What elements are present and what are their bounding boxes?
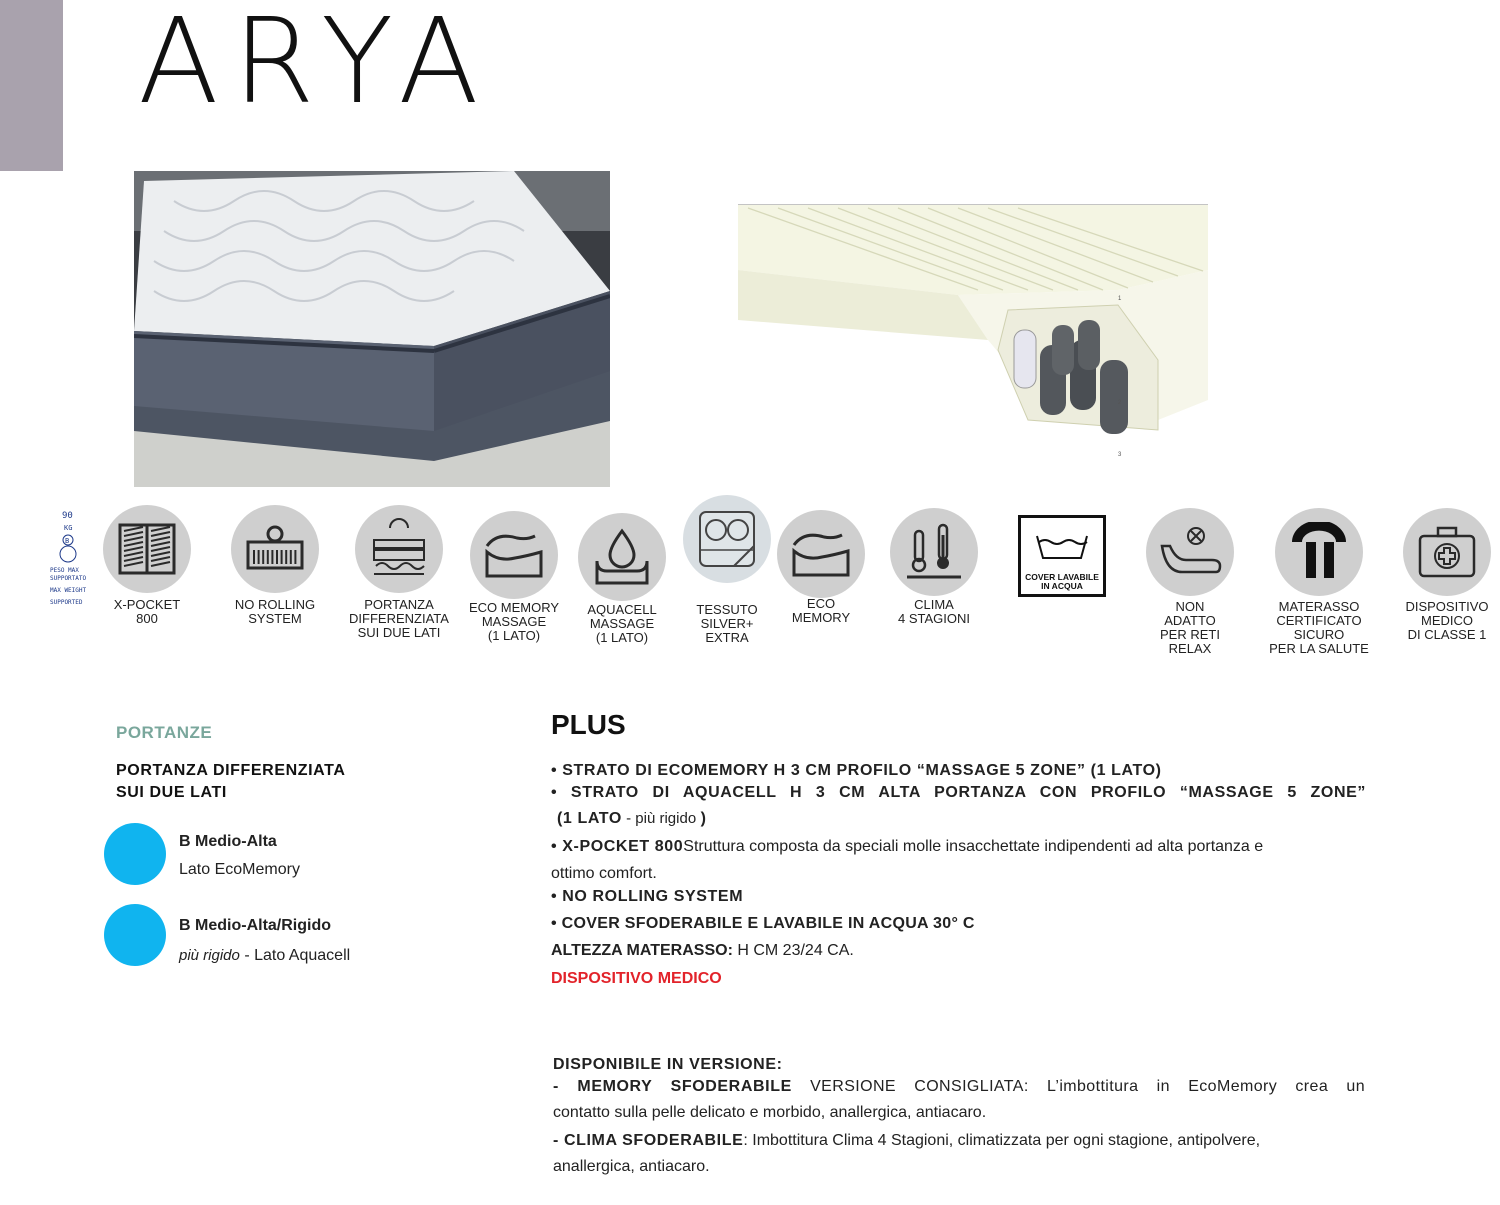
feature-badge-label: PORTANZA DIFFERENZIATA SUI DUE LATI <box>349 597 449 640</box>
certified-icon <box>1275 508 1363 596</box>
no-relax-icon <box>1146 508 1234 596</box>
versions-heading: DISPONIBILE IN VERSIONE: <box>553 1056 783 1073</box>
svg-text:B: B <box>65 537 70 545</box>
svg-text:PESO MAX: PESO MAX <box>50 567 79 574</box>
feature-badge-label: MATERASSO CERTIFICATO SICURO PER LA SALUTE <box>1269 599 1369 656</box>
feature-badge-label: DISPOSITIVO MEDICO DI CLASSE 1 <box>1405 599 1489 642</box>
hand-memory-icon <box>777 510 865 598</box>
feature-badge-label: NO ROLLING SYSTEM <box>234 597 316 626</box>
feature-badge-label: X-POCKET 800 <box>113 597 181 626</box>
feature-badge-label: AQUACELL MASSAGE (1 LATO) <box>587 602 657 645</box>
feature-badge <box>335 505 463 640</box>
feature-badge-label: NON ADATTO PER RETI RELAX <box>1160 599 1220 656</box>
portanze-subtitle: PORTANZA DIFFERENZIATA SUI DUE LATI <box>116 762 346 801</box>
hand-memory-icon <box>470 511 558 599</box>
accent-bar <box>0 0 63 171</box>
feature-badge <box>83 505 211 626</box>
washing-tub-icon <box>1018 515 1106 597</box>
feature-badge <box>1255 508 1383 656</box>
mattress-section-diagram <box>738 200 1208 480</box>
plus-line: ottimo comfort. <box>551 865 657 882</box>
feature-badge-label: ECO MEMORY <box>791 596 851 625</box>
product-title: ARYA <box>138 0 493 130</box>
plus-line: • STRATO DI ECOMEMORY H 3 CM PROFILO “MASSAGE 5 ZONE” (1 LATO) <box>551 762 1162 779</box>
feature-badge <box>1126 508 1254 656</box>
plus-line: • X-POCKET 800Struttura composta da speciali molle insacchettate indipendenti ad alta portanza e <box>551 838 1264 855</box>
svg-text:MAX WEIGHT: MAX WEIGHT <box>50 587 87 594</box>
feature-badge-label: TESSUTO SILVER+ EXTRA <box>696 602 758 645</box>
plus-line: • STRATO DI AQUACELL H 3 CM ALTA PORTANZA CON PROFILO “MASSAGE 5 ZONE” <box>551 784 1366 801</box>
svg-text:SUPPORTATO: SUPPORTATO <box>50 575 87 582</box>
plus-line: (1 LATO - più rigido ) <box>557 810 706 827</box>
feature-badge-label: ECO MEMORY MASSAGE (1 LATO) <box>468 600 560 643</box>
svg-text:KG: KG <box>64 524 73 532</box>
washing-tub-label: COVER LAVABILE IN ACQUA <box>1025 572 1099 591</box>
feature-badge <box>870 508 998 626</box>
firmness-option-2-side: più rigido - Lato Aquacell <box>179 947 351 964</box>
mattress-photo <box>134 171 610 487</box>
water-drop-icon <box>578 513 666 601</box>
feature-badge <box>997 515 1127 597</box>
feature-badge-label: CLIMA 4 STAGIONI <box>898 597 970 626</box>
portanze-heading: PORTANZE <box>116 723 213 742</box>
plus-heading: PLUS <box>551 709 626 740</box>
feature-badge <box>757 510 885 625</box>
svg-text:90: 90 <box>62 511 73 521</box>
layer-label: 1 <box>1118 296 1122 302</box>
two-sides-icon <box>355 505 443 593</box>
springs-icon <box>103 505 191 593</box>
firmness-option-2: B Medio-Alta/Rigido <box>179 917 331 934</box>
medical-device-label: DISPOSITIVO MEDICO <box>551 970 722 987</box>
thermometer-icon <box>890 508 978 596</box>
version-memory: - MEMORY SFODERABILE VERSIONE CONSIGLIATA: L’imbottitura in EcoMemory crea un contatto sulla pelle delicato e morbido, anallergica, antiacaro. <box>553 1078 1365 1121</box>
plus-line: • COVER SFODERABILE E LAVABILE IN ACQUA 30° C <box>551 915 975 932</box>
layer-label: 2 <box>1118 400 1122 406</box>
firmness-option-1-side: Lato EcoMemory <box>179 861 300 878</box>
feature-badge <box>211 505 339 626</box>
plus-line: • NO ROLLING SYSTEM <box>551 888 744 905</box>
svg-text:SUPPORTED: SUPPORTED <box>50 599 83 606</box>
no-rolling-icon <box>231 505 319 593</box>
medical-kit-icon <box>1403 508 1491 596</box>
firmness-option-1: B Medio-Alta <box>179 833 277 850</box>
feature-badge <box>1383 508 1500 642</box>
mattress-height: ALTEZZA MATERASSO: H CM 23/24 CA. <box>551 942 854 959</box>
firmness-dot <box>104 904 166 966</box>
firmness-dot <box>104 823 166 885</box>
version-clima: - CLIMA SFODERABILE: Imbottitura Clima 4 Stagioni, climatizzata per ogni stagione, antipolvere, anallergica, antiacaro. <box>553 1132 1261 1175</box>
layer-label: 3 <box>1118 452 1122 458</box>
